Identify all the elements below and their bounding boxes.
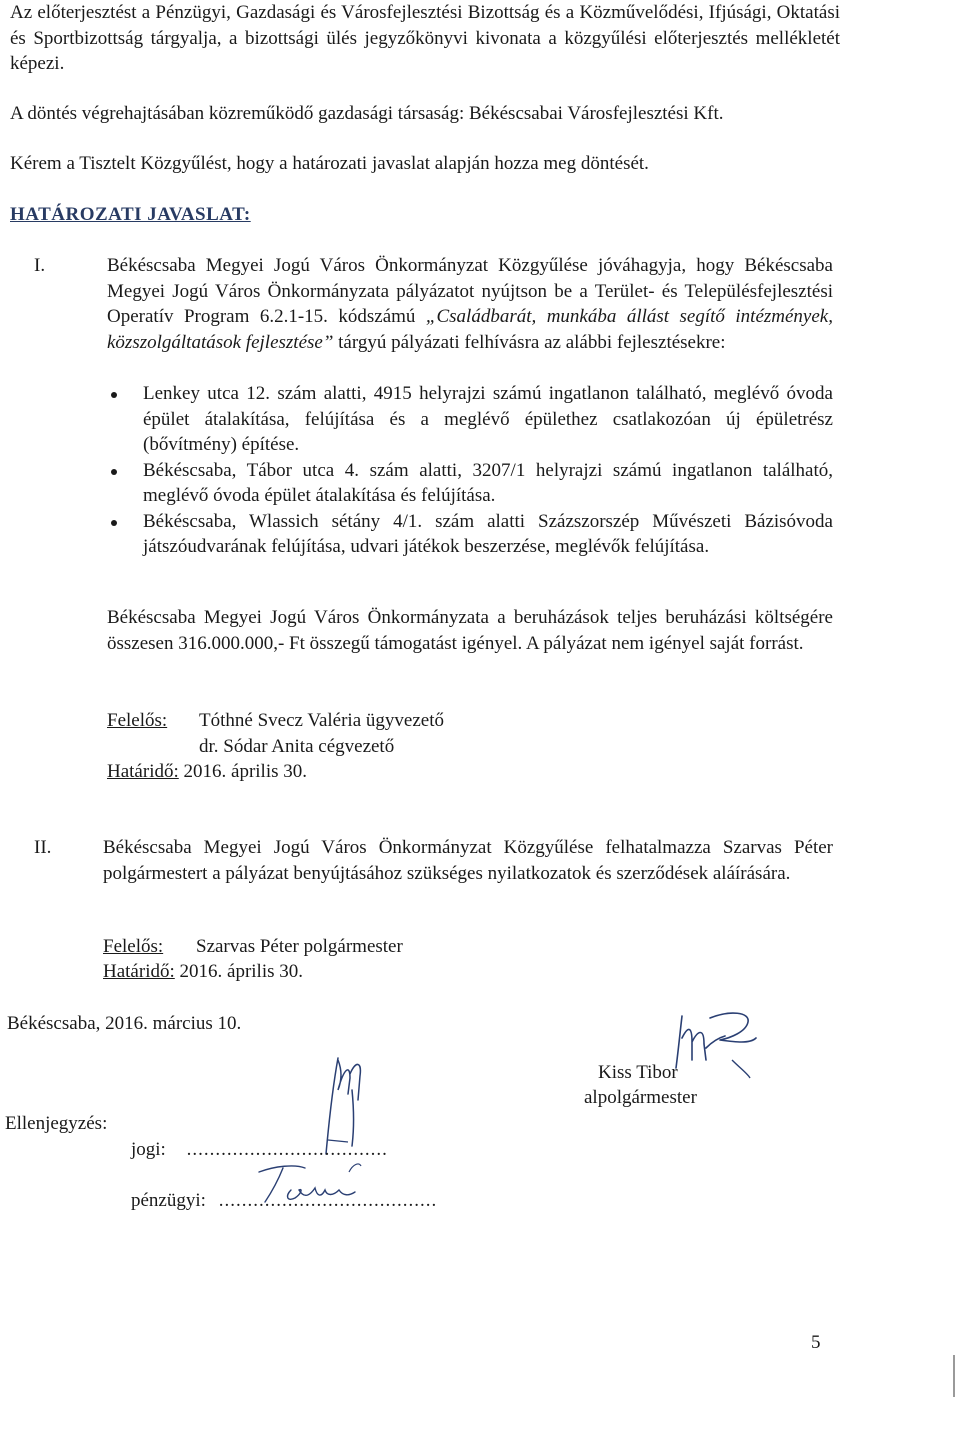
resolution-1-text-before: Békéscsaba Megyei Jogú Város Önkormányzat Közgyűlése jóváhagyja, hogy Békéscsaba Megyei Jogú Város Önkormányzata pályázatot nyújtson be a Terület- és Településfejlesztési Operatív Program 6.2.1-15. kódszámú (107, 255, 833, 327)
request-paragraph: Kérem a Tisztelt Közgyűlést, hogy a határozati javaslat alapján hozza meg döntését. (10, 153, 649, 174)
resolution-2-deadline (103, 959, 303, 985)
financial-label: pénzügyi: (131, 1190, 206, 1211)
legal-label: jogi: (131, 1139, 166, 1160)
responsible-name: Szarvas Péter polgármester (196, 936, 403, 957)
resolution-2-text: Békéscsaba Megyei Jogú Város Önkormányzat Közgyűlése felhatalmazza Szarvas Péter polgármestert a pályázat benyújtásához szükséges nyilatkozatok és szerződések aláírására. (103, 837, 833, 884)
responsible-label: Felelős: (103, 936, 164, 957)
funding-paragraph: Békéscsaba Megyei Jogú Város Önkormányzata a beruházások teljes beruházási költségére összesen 316.000.000,- Ft összegű támogatást igényel. A pályázat nem igényel saját forrást. (107, 607, 833, 654)
resolution-1-text-after: tárgyú pályázati felhívásra az alábbi fejlesztésekre: (333, 331, 726, 353)
signer-name: Kiss Tibor (598, 1062, 678, 1083)
financial-countersign-signature (255, 1160, 365, 1210)
countersign-label: Ellenjegyzés: (5, 1113, 108, 1134)
financial-signature-line: ...................................... (218, 1190, 438, 1211)
resolution-1-program-title: „Családbarát, munkába állást segítő intézmények, közszolgáltatások fejlesztése” (107, 306, 833, 353)
list-item: Lenkey utca 12. szám alatti, 4915 helyrajzi számú ingatlanon található, meglévő óvoda épület átalakítása, felújítása és a meglévő épülethez csatlakozóan új épületrész (bővítmény) építése. (107, 381, 833, 458)
deadline-value: 2016. április 30. (183, 761, 308, 782)
deadline-label: Határidő: (103, 961, 175, 982)
resolution-1-deadline (107, 759, 307, 785)
legal-signature-line: ................................... (186, 1139, 388, 1160)
responsible-name: dr. Sódar Anita cégvezető (199, 735, 395, 757)
signer-title: alpolgármester (584, 1087, 697, 1108)
list-item: Békéscsaba, Tábor utca 4. szám alatti, 3207/1 helyrajzi számú ingatlanon található, meglévő óvoda épület átalakítása és felújítása. (107, 458, 833, 509)
responsible-names (199, 708, 599, 759)
responsible-name: Tóthné Svecz Valéria ügyvezető (199, 710, 444, 731)
resolution-heading: HATÁROZATI JAVASLAT: (10, 204, 251, 225)
responsible-label: Felelős: (107, 710, 168, 731)
place-date: Békéscsaba, 2016. március 10. (7, 1013, 242, 1034)
resolution-1-text (107, 253, 833, 355)
page-number: 5 (811, 1332, 821, 1353)
deadline-label: Határidő: (107, 761, 179, 782)
resolution-1-number: I. (34, 255, 46, 276)
development-list (107, 381, 833, 560)
intro-paragraph: Az előterjesztést a Pénzügyi, Gazdasági és Városfejlesztési Bizottság és a Közművelődési, Ifjúsági, Oktatási és Sportbizottság tárgyalja, a bizottsági ülés jegyzőkönyvi kivonata a közgyűlési előterjesztés mellékletét képezi. (10, 2, 840, 74)
scan-edge-mark (953, 1355, 955, 1397)
signer-signature (670, 1008, 760, 1078)
executor-paragraph: A döntés végrehajtásában közreműködő gazdasági társaság: Békéscsabai Városfejlesztési Kft. (10, 103, 724, 124)
resolution-1-responsible (107, 708, 444, 757)
resolution-2-responsible (103, 934, 403, 960)
countersign-legal (131, 1137, 388, 1163)
deadline-value: 2016. április 30. (179, 961, 304, 982)
list-item: Békéscsaba, Wlassich sétány 4/1. szám alatti Százszorszép Művészeti Bázisóvoda játszóudvarának felújítása, udvari játékok beszerzése, meglévők felújítása. (107, 509, 833, 560)
resolution-2-number: II. (34, 837, 52, 858)
